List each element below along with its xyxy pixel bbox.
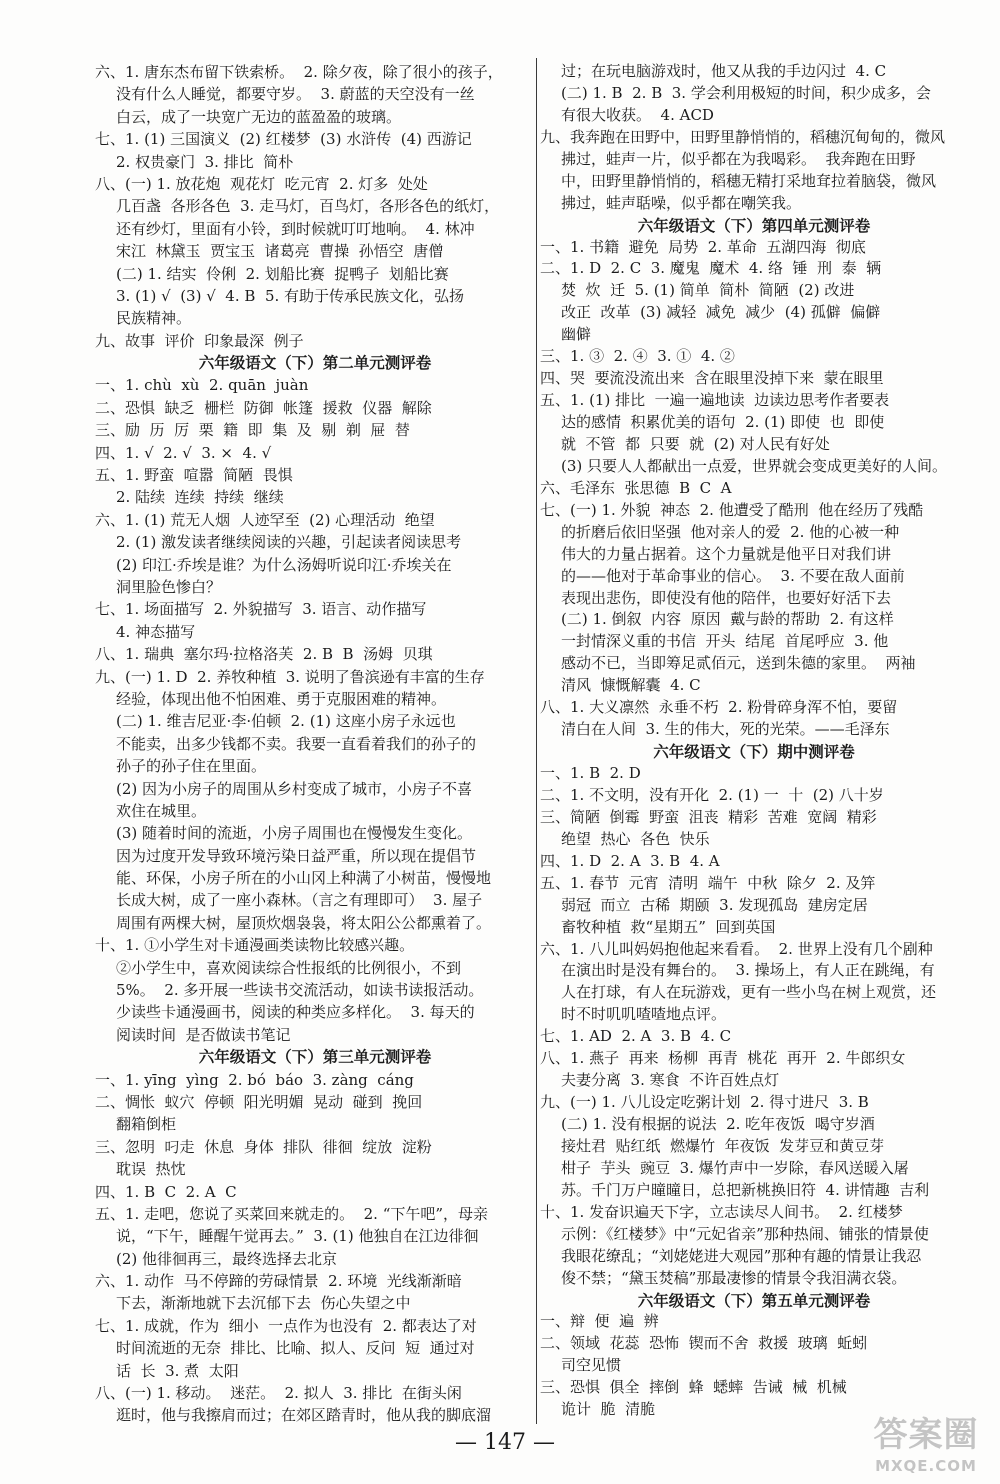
answer-line: 因为过度开发导致环境污染日益严重，所以现在提倡节 [116,846,477,865]
answer-line: 下去，渐渐地就下去沉郁下去 伤心失望之中 [116,1294,411,1313]
answer-line: 畜牧种植 救“星期五” 回到英国 [561,917,776,936]
answer-line: 4. 神态描写 [116,622,196,641]
question-item: 三、恐惧 俱全 摔倒 蜂 蟋蟀 告诫 械 机械 [540,1378,847,1397]
question-item: 六、毛泽东 张思德 B C A [540,478,732,497]
watermark-name: 答案圈 [873,1415,979,1455]
right-column [540,61,968,1421]
answer-line: 还有纱灯，里面有小铃，到时候就叮叮地响。 4. 林冲 [116,219,475,238]
answer-line: 能、环保，小房子所在的小山冈上种满了小树苗，慢慢地 [116,869,492,888]
answer-line: (3) 随着时间的流逝，小房子周围也在慢慢发生变化。 [116,824,473,843]
answer-line: 长成大树，成了一座小森林。（言之有理即可） 3. 屋子 [116,891,483,910]
question-item: 八、1. 燕子 再来 杨柳 再青 桃花 再开 2. 牛郎织女 [540,1049,906,1068]
question-item: 一、1. B 2. D [540,764,641,782]
answer-line: 5%。 2. 多开展一些读书交流活动，如读书读报活动。 [116,981,484,1000]
answer-line: 司空见惯 [561,1356,622,1375]
answer-line: 宋江 林黛玉 贾宝玉 诸葛亮 曹操 孙悟空 唐僧 [116,242,444,261]
answer-line: 改正 改革 (3) 减轻 减免 减少 (4) 孤僻 偏僻 [561,303,881,322]
question-item: 二、恐惧 缺乏 栅栏 防御 帐篷 援救 仪器 解除 [95,398,432,417]
answer-line: 绝望 热心 各色 快乐 [561,829,710,848]
question-item: 五、1. 野蛮 喧嚣 简陋 畏惧 [95,466,293,485]
watermark-site: MXQE.COM [875,1457,977,1475]
section-heading: 六年级语文（下）第四单元测评卷 [637,215,871,235]
answer-line: 苏。千门万户曈曈日，总把新桃换旧符 4. 讲情趣 吉利 [561,1180,930,1199]
question-item: 三、忽明 叼走 休息 身体 排队 徘徊 绽放 淀粉 [95,1137,432,1156]
answer-line: 示例：《红楼梦》中“元妃省亲”那种热闹、铺张的情景使 [561,1224,929,1243]
left-column [95,61,535,1427]
answer-line: 白云，成了一块宽广无边的蓝盈盈的玻璃。 [116,107,402,126]
question-item: 一、辩 便 遍 辨 [540,1312,659,1331]
question-item: 七、1. (1) 三国演义 (2) 红楼梦 (3) 水浒传 (4) 西游记 [95,130,472,149]
answer-line: 逛时，他与我擦肩而过；在郊区踏青时，他从我的脚底溜 [116,1406,492,1425]
answer-line: 俊不禁；“黛玉焚稿”那最凄惨的情景令我泪满衣袋。 [561,1268,907,1287]
answer-line: 洞里脸色惨白？ [116,577,222,596]
answer-line: 孙子的孙子住在里面。 [116,757,267,776]
question-item: 六、1. 唐东杰布留下铁索桥。 2. 除夕夜，除了很小的孩子， [95,63,503,81]
answer-line: 的折磨后依旧坚强 他对亲人的爱 2. 他的心被一种 [561,522,900,541]
question-item: 二、1. D 2. C 3. 魔鬼 魔术 4. 络 锤 刑 泰 辆 [540,259,882,278]
answer-line: 周围有两棵大树，屋顶炊烟袅袅，将太阳公公都熏着了。 [116,913,492,932]
question-item: 六、1. 八儿叫妈妈抱他起来看看。 2. 世界上没有几个剧种 [540,939,933,958]
answer-line: 感动不已，当即筹足贰佰元，送到朱德的家里。 两袖 [561,654,916,673]
answer-line: 阅读时间 是否做读书笔记 [116,1025,291,1044]
answer-line: (2) 印江·乔埃是谁？为什么汤姆听说印江·乔埃关在 [116,555,452,574]
question-item: 六、1. 动作 马不停蹄的劳碌情景 2. 环境 光线渐渐暗 [95,1272,462,1291]
answer-line: 民族精神。 [116,309,192,328]
answer-line: 2. 陆续 连续 持续 继续 [116,488,284,507]
answer-line: 柑子 芋头 豌豆 3. 爆竹声中一岁除，春风送暖入屠 [561,1158,909,1177]
answer-line: 夫妻分离 3. 寒食 不许百姓点灯 [561,1071,780,1090]
question-item: 一、1. 书籍 避免 局势 2. 革命 五湖四海 彻底 [540,237,866,256]
question-item: 三、简陋 倒霉 野蛮 沮丧 精彩 苦难 宽阔 精彩 [540,807,877,826]
answer-line: 清白在人间 3. 生的伟大，死的光荣。——毛泽东 [561,720,890,739]
question-item: 八、1. 大义凛然 永垂不朽 2. 粉骨碎身浑不怕，要留 [540,698,898,717]
answer-line: 就 不管 都 只要 就 (2) 对人民有好处 [561,434,830,453]
question-item: 八、(一) 1. 移动。 迷茫。 2. 拟人 3. 排比 在街头闲 [95,1384,462,1403]
question-item: 四、1. √ 2. √ 3. × 4. √ [95,443,272,462]
watermark-logo [862,1414,990,1480]
question-item: 七、1. 场面描写 2. 外貌描写 3. 语言、动作描写 [95,600,427,619]
answer-line: (二) 1. 维吉尼亚·李·伯顿 2. (1) 这座小房子永远也 [116,712,456,731]
answer-line: (3) 只要人人都献出一点爱，世界就会变成更美好的人间。 [561,456,948,475]
answer-line: 伟大的力量占据着。这个力量就是他平日对我们讲 [561,544,892,563]
question-item: 七、(一) 1. 外貌 神态 2. 他遭受了酷刑 他在经历了残酷 [540,500,924,519]
answer-line: 3. (1) √ (3) √ 4. B 5. 有助于传承民族文化，弘扬 [116,286,465,305]
answer-line: 2. (1) 激发读者继续阅读的兴趣，引起读者阅读思考 [116,533,462,552]
answer-line: 中，田野里静悄悄的，稻穗无精打采地耷拉着脑袋，微风 [561,171,937,190]
question-item: 一、1. yīng yìng 2. bó báo 3. zàng cáng [95,1070,414,1089]
answer-line: 经验，体现出他不怕困难、勇于克服困难的精神。 [116,689,447,708]
page-number: — 147 — [455,1430,555,1455]
answer-line: ②小学生中，喜欢阅读综合性报纸的比例很小，不到 [116,958,462,977]
question-item: 三、1. ③ 2. ④ 3. ① 4. ② [540,347,735,366]
question-item: 十、1. ①小学生对卡通漫画类读物比较感兴趣。 [95,936,415,955]
question-item: 七、1. AD 2. A 3. B 4. C [540,1027,732,1046]
answer-line: 弱冠 而立 古稀 期颐 3. 发现孤岛 建房定居 [561,895,868,914]
question-item: 十、1. 发奋识遍天下字，立志读尽人间书。 2. 红楼梦 [540,1202,903,1221]
answer-line: 耽误 热忱 [116,1160,186,1179]
answer-line: 一封情深义重的书信 开头 结尾 首尾呼应 3. 他 [561,632,889,651]
answer-line: 2. 权贵豪门 3. 排比 简朴 [116,152,294,171]
question-item: 五、1. 走吧，您说了买菜回来就走的。 2. “下午吧”，母亲 [95,1204,489,1223]
answer-line: 诡计 脆 清脆 [561,1400,656,1419]
answer-line: 焚 炊 迁 5. (1) 简单 简朴 简陋 (2) 改进 [561,281,855,300]
answer-line: (2) 因为小房子的周围从乡村变成了城市，小房子不喜 [116,779,473,798]
question-item: 四、1. D 2. A 3. B 4. A [540,851,720,870]
question-item: 九、(一) 1. D 2. 养牧种植 3. 说明了鲁滨逊有丰富的生存 [95,667,485,686]
answer-line: 过；在玩电脑游戏时，他又从我的手边闪过 4. C [561,62,887,80]
answer-line: 接灶君 贴红纸 燃爆竹 年夜饭 发芽豆和黄豆芽 [561,1136,885,1155]
answer-line: 没有什么人睡觉，都要守岁。 3. 蔚蓝的天空没有一丝 [116,85,475,104]
question-item: 九、我奔跑在田野中，田野里静悄悄的，稻穗沉甸甸的，微风 [540,127,946,146]
answer-line: (2) 他徘徊再三，最终选择去北京 [116,1249,338,1268]
question-item: 四、哭 要流没流出来 含在眼里没掉下来 蒙在眼里 [540,369,884,388]
question-item: 三、励 历 厉 栗 籍 即 集 及 剔 剃 屉 替 [95,421,410,440]
question-item: 八、1. 瑞典 塞尔玛·拉格洛芙 2. B B 汤姆 贝琪 [95,645,433,664]
answer-line: 表现出悲伤，即使没有他的陪伴，也要好好活下去 [561,588,892,607]
section-heading: 六年级语文（下）第五单元测评卷 [637,1290,871,1310]
question-item: 二、1. 不文明，没有开化 2. (1) 一 十 (2) 八十岁 [540,785,884,804]
answer-line: 不能卖，出多少钱都不卖。我要一直看着我们的孙子的 [116,734,477,753]
answer-line: 话 长 3. 煮 太阳 [116,1361,239,1380]
answer-line: 在演出时是没有舞台的。 3. 操场上，有人正在跳绳，有 [561,961,935,980]
question-item: 五、1. (1) 排比 一遍一遍地读 边读边思考作者要表 [540,391,890,410]
question-item: 五、1. 春节 元宵 清明 端午 中秋 除夕 2. 及笄 [540,873,876,892]
question-item: 七、1. 成就，作为 细小 一点作为也没有 2. 都表达了对 [95,1316,477,1335]
question-item: 八、(一) 1. 放花炮 观花灯 吃元宵 2. 灯多 处处 [95,174,428,193]
answer-line: 翻箱倒柜 [116,1115,177,1134]
answer-line: (二) 1. 没有根据的说法 2. 吃年夜饭 喝守岁酒 [561,1115,875,1133]
answer-line: 我眼花缭乱；“刘姥姥进大观园”那种有趣的情景让我忍 [561,1246,922,1265]
answer-line: 几百盏 各形各色 3. 走马灯，百鸟灯，各形各色的纸灯， [116,197,500,216]
question-item: 二、惆怅 蚁穴 停顿 阳光明媚 晃动 碰到 挽回 [95,1092,423,1111]
answer-line: (二) 1. B 2. B 3. 学会利用极短的时间，积少成多，会 [561,83,931,102]
question-item: 四、1. B C 2. A C [95,1182,237,1201]
question-item: 二、领域 花蕊 恐怖 锲而不舍 救援 玻璃 蚯蚓 [540,1334,868,1353]
answer-line: 时不时叽叽喳喳地点评。 [561,1005,727,1024]
answer-line: 达的感情 积累优美的语句 2. (1) 即使 也 即使 [561,413,885,431]
answer-line: 幽僻 [561,325,592,344]
answer-line: 清风 慷慨解囊 4. C [561,676,701,695]
question-item: 六、1. (1) 荒无人烟 人迹罕至 (2) 心理活动 绝望 [95,510,435,529]
answer-line: 拂过，蛙声聒噪，似乎都在嘲笑我。 [561,193,802,212]
answer-line: 的——他对于革命事业的信心。 3. 不要在敌人面前 [561,566,905,585]
answer-line: (二) 1. 结实 伶俐 2. 划船比赛 捉鸭子 划船比赛 [116,264,449,283]
question-item: 一、1. chù xù 2. quān juàn [95,376,309,395]
answer-line: 少读些卡通漫画书，阅读的种类应多样化。 3. 每天的 [116,1003,475,1022]
question-item: 九、(一) 1. 八儿设定吃粥计划 2. 得寸进尺 3. B [540,1093,869,1112]
answer-line: 有很大收获。 4. ACD [561,105,714,124]
answer-line: 说，“下午，睡醒午觉再去。” 3. (1) 他独自在江边徘徊 [116,1227,479,1246]
answer-line: (二) 1. 倒叙 内容 原因 戴与龄的帮助 2. 有这样 [561,610,894,629]
section-heading: 六年级语文（下）第二单元测评卷 [198,353,432,373]
column-divider [536,58,537,1424]
answer-line: 欢住在城里。 [116,801,207,820]
answer-line: 时间流逝的无奈 排比、比喻、拟人、反问 短 通过对 [116,1339,475,1358]
section-heading: 六年级语文（下）第三单元测评卷 [198,1047,432,1067]
question-item: 九、故事 评价 印象最深 例子 [95,331,304,350]
answer-line: 人在打球，有人在玩游戏，更有一些小鸟在树上观赏，还 [561,983,937,1002]
section-heading: 六年级语文（下）期中测评卷 [653,742,855,762]
answer-line: 拂过，蛙声一片，似乎都在为我喝彩。 我奔跑在田野 [561,149,916,168]
